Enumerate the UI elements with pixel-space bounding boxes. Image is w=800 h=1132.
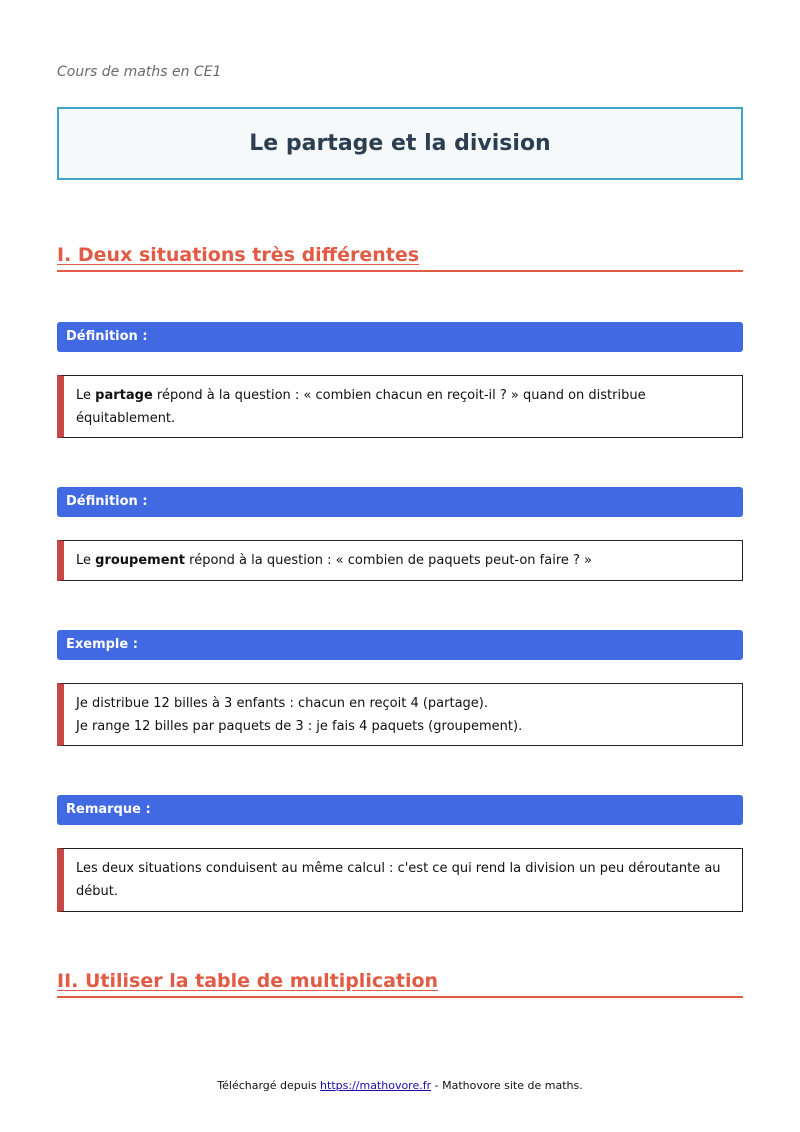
definition-partage-text: répond à la question : « combien chacun en reçoit-il ? » quand on distribue équitablement. [76, 388, 646, 426]
remark-header: Remarque : [57, 795, 743, 825]
example-line-1: Je distribue 12 billes à 3 enfants : chacun en reçoit 4 (partage). [76, 696, 489, 711]
definition-partage-term: partage [95, 388, 153, 403]
definition-groupement-term: groupement [95, 553, 186, 568]
definition-groupement-text: répond à la question : « combien de paquets peut-on faire ? » [185, 553, 593, 568]
remark-body [57, 848, 743, 912]
footer-link[interactable]: https://mathovore.fr [320, 1079, 432, 1092]
section-heading-1-text: I. Deux situations très différentes [57, 244, 420, 266]
remark-text: Les deux situations conduisent au même calcul : c'est ce qui rend la division un peu déroutante au début. [76, 861, 721, 899]
definition-groupement-prefix: Le [76, 553, 96, 568]
title-box [57, 107, 743, 180]
example-body [57, 683, 743, 746]
section-heading-2-text: II. Utiliser la table de multiplication [57, 970, 439, 992]
definition-partage-prefix: Le [76, 388, 96, 403]
definition-body-partage [57, 375, 743, 438]
example-line-2: Je range 12 billes par paquets de 3 : je fais 4 paquets (groupement). [76, 719, 523, 734]
definition-header-partage: Définition : [57, 322, 743, 352]
footer [0, 1079, 800, 1092]
section-heading-1 [57, 244, 743, 272]
definition-header-groupement: Définition : [57, 487, 743, 517]
page-title: Le partage et la division [249, 131, 551, 156]
footer-prefix: Téléchargé depuis [217, 1079, 321, 1092]
course-label: Cours de maths en CE1 [57, 64, 222, 80]
section-heading-2 [57, 970, 743, 998]
definition-body-groupement [57, 540, 743, 581]
example-header: Exemple : [57, 630, 743, 660]
footer-suffix: - Mathovore site de maths. [431, 1079, 583, 1092]
